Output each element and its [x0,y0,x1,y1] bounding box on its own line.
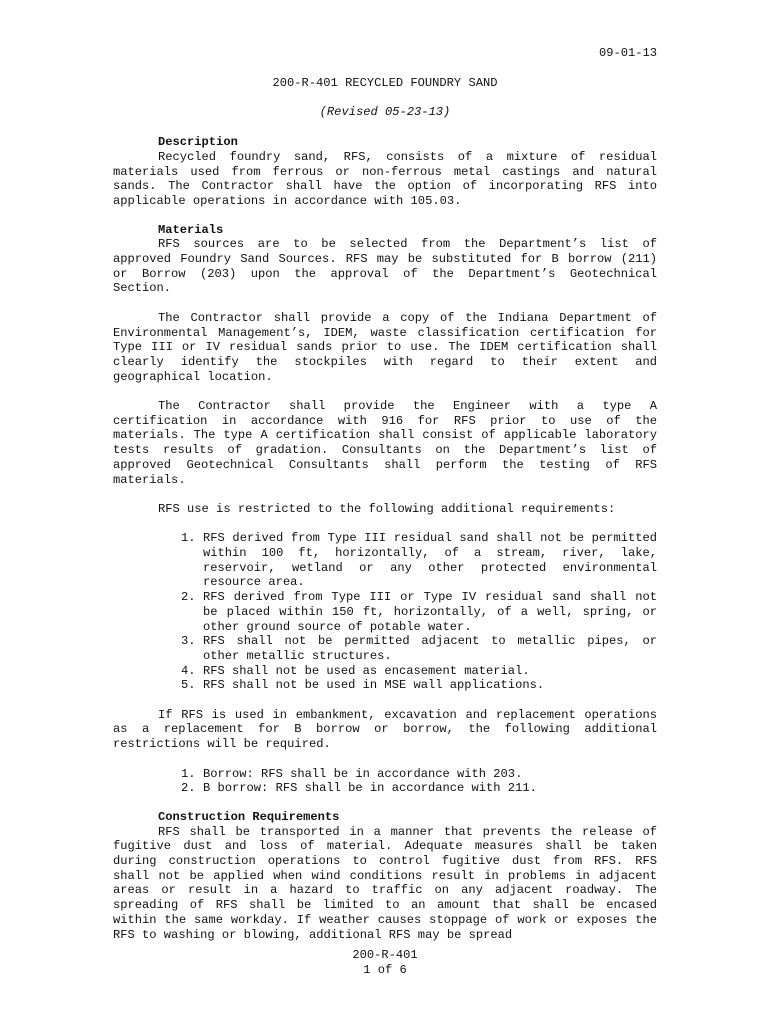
materials-paragraph-4: RFS use is restricted to the following additional requirements: [158,501,616,516]
list-text: RFS derived from Type III or Type IV residual sand shall not be placed within 150 ft, horizontally, of a well, spring, or other ground source of potable water. [203,590,657,634]
construction-heading: Construction Requirements [158,809,340,824]
list-item [181,781,657,796]
footer-doc-id: 200-R-401 [352,948,418,962]
list-number: 4. [181,663,196,678]
list-text: B borrow: RFS shall be in accordance with 211. [203,781,537,796]
materials-heading: Materials [158,222,224,237]
list-text: RFS shall not be permitted adjacent to metallic pipes, or other metallic structures. [203,634,657,663]
list-item [181,766,657,782]
materials-paragraph-2: The Contractor shall provide a copy of the Indiana Department of Environmental Management’s, IDEM, waste classification certification for Type III or IV residual sands prior to use. The IDEM certification shall clearly identify the stockpiles with regard to their extent and geographical location. [113,310,657,384]
materials-paragraph-1: RFS sources are to be selected from the Department’s list of approved Foundry Sand Sources. RFS may be substituted for B borrow (211) or Borrow (203) upon the approval of the Department’s Geotechnical Section. [113,237,657,296]
list-item [181,678,657,693]
list-item [181,590,657,634]
document-page [113,46,657,942]
revised-note: (Revised 05-23-13) [319,105,451,120]
embankment-paragraph: If RFS is used in embankment, excavation and replacement operations as a replacement for B borrow or borrow, the following additional restrictions will be required. [113,707,657,752]
list-text: Borrow: RFS shall be in accordance with 203. [203,766,523,781]
document-title: 200-R-401 RECYCLED FOUNDRY SAND [272,75,498,90]
list-text: RFS shall not be used in MSE wall applications. [203,678,545,693]
materials-paragraph-3: The Contractor shall provide the Engineer with a type A certification in accordance with 916 for RFS prior to use of the materials. The type A certification shall consist of applicable laboratory tests results of gradation. Consultants on the Department’s list of approved Geotechnical Consultants shall perform the testing of RFS materials. [113,399,657,487]
list-item [181,663,657,679]
description-heading: Description [158,135,238,150]
list-text: RFS shall not be used as encasement material. [203,663,530,678]
list-item [181,634,657,663]
revision-date: 09-01-13 [598,46,657,60]
page-footer [0,948,770,977]
list-number: 3. [181,634,196,649]
page-number: 1 of 6 [363,962,407,977]
requirements-list [113,531,657,693]
list-number: 1. [181,531,196,546]
list-number: 2. [181,781,196,796]
list-text: RFS derived from Type III residual sand shall not be permitted within 100 ft, horizontally, of a stream, river, lake, reservoir, wetland or any other protected environmental resource area. [203,531,657,590]
list-item [181,531,657,590]
list-number: 1. [181,766,196,781]
list-number: 2. [181,590,196,605]
list-number: 5. [181,678,196,693]
borrow-list [113,767,657,796]
construction-paragraph: RFS shall be transported in a manner that prevents the release of fugitive dust and loss of material. Adequate measures shall be taken during construction operations to control fugitive dust from RFS. RFS shall not be applied when wind conditions result in problems in adjacent areas or result in a hazard to traffic on any adjacent roadway. The spreading of RFS shall be limited to an amount that shall be encased within the same workday. If weather causes stoppage of work or exposes the RFS to washing or blowing, additional RFS may be spread [113,824,657,942]
description-paragraph: Recycled foundry sand, RFS, consists of a mixture of residual materials used from ferrous or non-ferrous metal castings and natural sands. The Contractor shall have the option of incorporating RFS into applicable operations in accordance with 105.03. [113,149,657,208]
